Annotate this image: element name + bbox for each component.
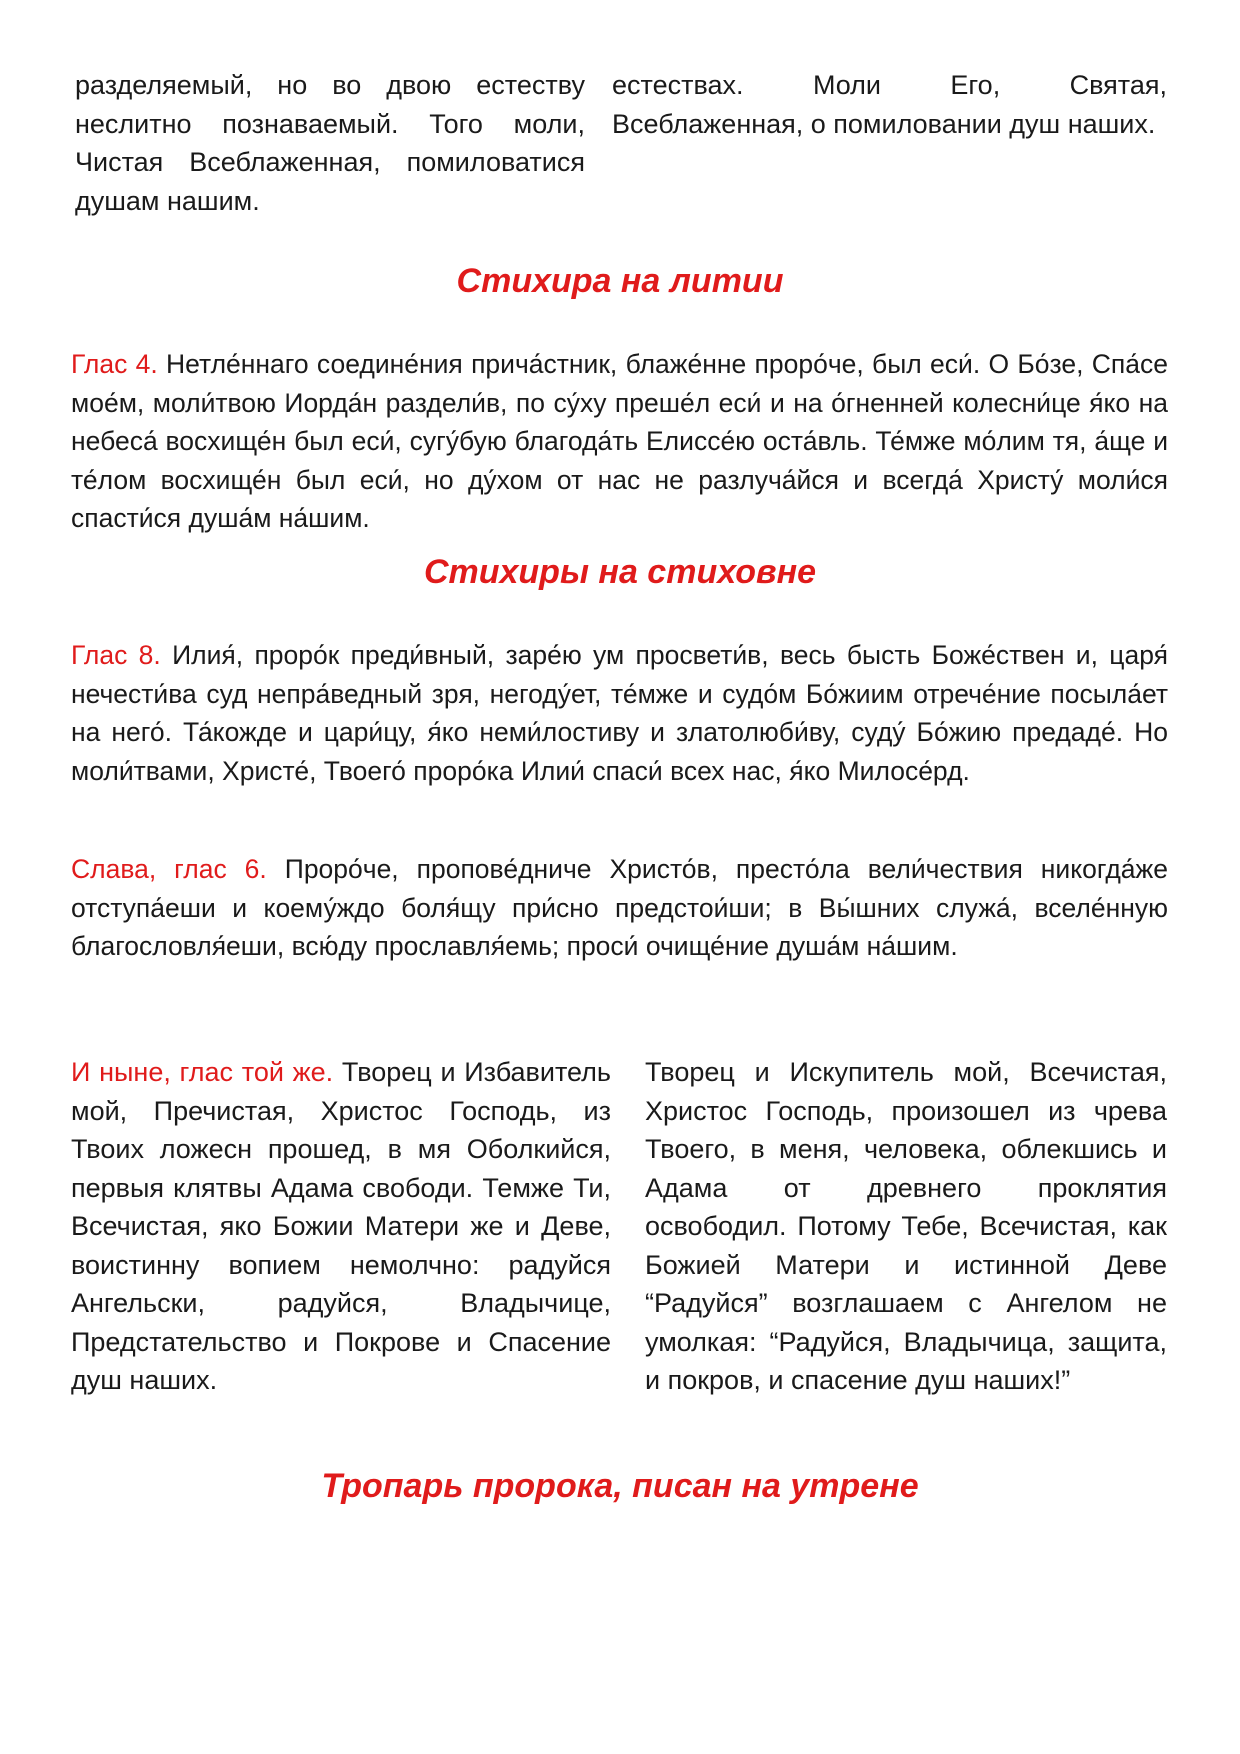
stichera-litia-paragraph bbox=[71, 345, 1168, 538]
aposticha-text-glory: Проро́че, пропове́дниче Христо́в, престо́ла вели́чествия никогда́же отступа́еши и коему́ждо боля́щу при́сно предстои́ши; в Вы́шних служа́, вселе́нную благословля́еши, всю́ду прославля́емь; проси́ очище́ние душа́м на́шим. bbox=[71, 854, 1168, 961]
top-left-text: разделяемый, но во двою естеству неслитно познаваемый. Того моли, Чистая Всеблаженная, помиловатися душам нашим. bbox=[75, 70, 585, 216]
heading-stichera-aposticha: Стихиры на стиховне bbox=[423, 553, 817, 591]
theotokion-slavonic-text: Творец и Избавитель мой, Пречистая, Христос Господь, из Твоих ложесн прошед, в мя Оболкийся, первыя клятвы Адама свободи. Темже Ти, Всечистая, яко Божии Матери же и Деве, воистинну вопием немолчно: радуйся Ангельски, радуйся, Владычице, Предстательство и Покрове и Спасение душ наших. bbox=[71, 1057, 611, 1395]
top-right-text: естествах. Моли Его, Святая, Всеблаженная, о помиловании душ наших. bbox=[612, 70, 1167, 139]
stichera-litia-text: Нетле́ннаго соедине́ния прича́стник, блаже́нне проро́че, был еси́. О Бо́зе, Спа́се мое́м, моли́твою Иорда́н раздели́в, по су́ху преше́л еси́ и на о́гненней колесни́це я́ко на небеса́ восхище́н был еси́, сугу́бую благода́ть Елиссе́ю оста́вль. Те́мже мо́лим тя, а́ще и те́лом восхище́н был еси́, но ду́хом от нас не разлуча́йся и всегда́ Христу́ моли́ся спасти́ся душа́м на́шим. bbox=[71, 349, 1168, 533]
theotokion-russian-text: Творец и Искупитель мой, Всечистая, Христос Господь, произошел из чрева Твоего, в меня, человека, облекшись и Адама от древнего проклятия освободил. Потому Тебе, Всечистая, как Божией Матери и истинной Деве “Радуйся” возглашаем с Ангелом не умолкая: “Радуйся, Владычица, защита, и покров, и спасение душ наших!” bbox=[645, 1057, 1167, 1395]
theotokion-slavonic-column bbox=[71, 1053, 611, 1400]
aposticha-paragraph-glory bbox=[71, 850, 1168, 966]
aposticha-text-1: Илия́, проро́к преди́вный, заре́ю ум просвети́в, весь бысть Боже́ствен и, царя́ нечести́ва суд непра́ведный зря, негоду́ет, те́мже и судо́м Бо́жиим отрече́ние посыла́ет на него́. Та́кожде и цари́цу, я́ко неми́лостиву и златолюби́ву, суду́ Бо́жию предаде́. Но моли́твами, Христе́, Твоего́ проро́ка Илии́ спаси́ всех нас, я́ко Милосе́рд. bbox=[71, 640, 1168, 786]
theotokion-two-column-block bbox=[71, 1053, 1167, 1400]
heading-stichera-litia: Стихира на литии bbox=[456, 262, 784, 300]
tone-label: Слава, глас 6. bbox=[71, 854, 267, 884]
tone-label: Глас 4. bbox=[71, 349, 158, 379]
aposticha-paragraph-1 bbox=[71, 636, 1168, 790]
tone-label: Глас 8. bbox=[71, 640, 161, 670]
theotokion-slavonic-paragraph bbox=[71, 1053, 611, 1400]
tone-label: И ныне, глас той же. bbox=[71, 1057, 334, 1087]
theotokion-russian-column bbox=[645, 1053, 1167, 1400]
heading-troparion: Тропарь пророка, писан на утрене bbox=[321, 1467, 919, 1505]
top-right-column bbox=[612, 66, 1167, 220]
top-left-column bbox=[75, 66, 585, 220]
top-two-column-block bbox=[75, 66, 1167, 220]
